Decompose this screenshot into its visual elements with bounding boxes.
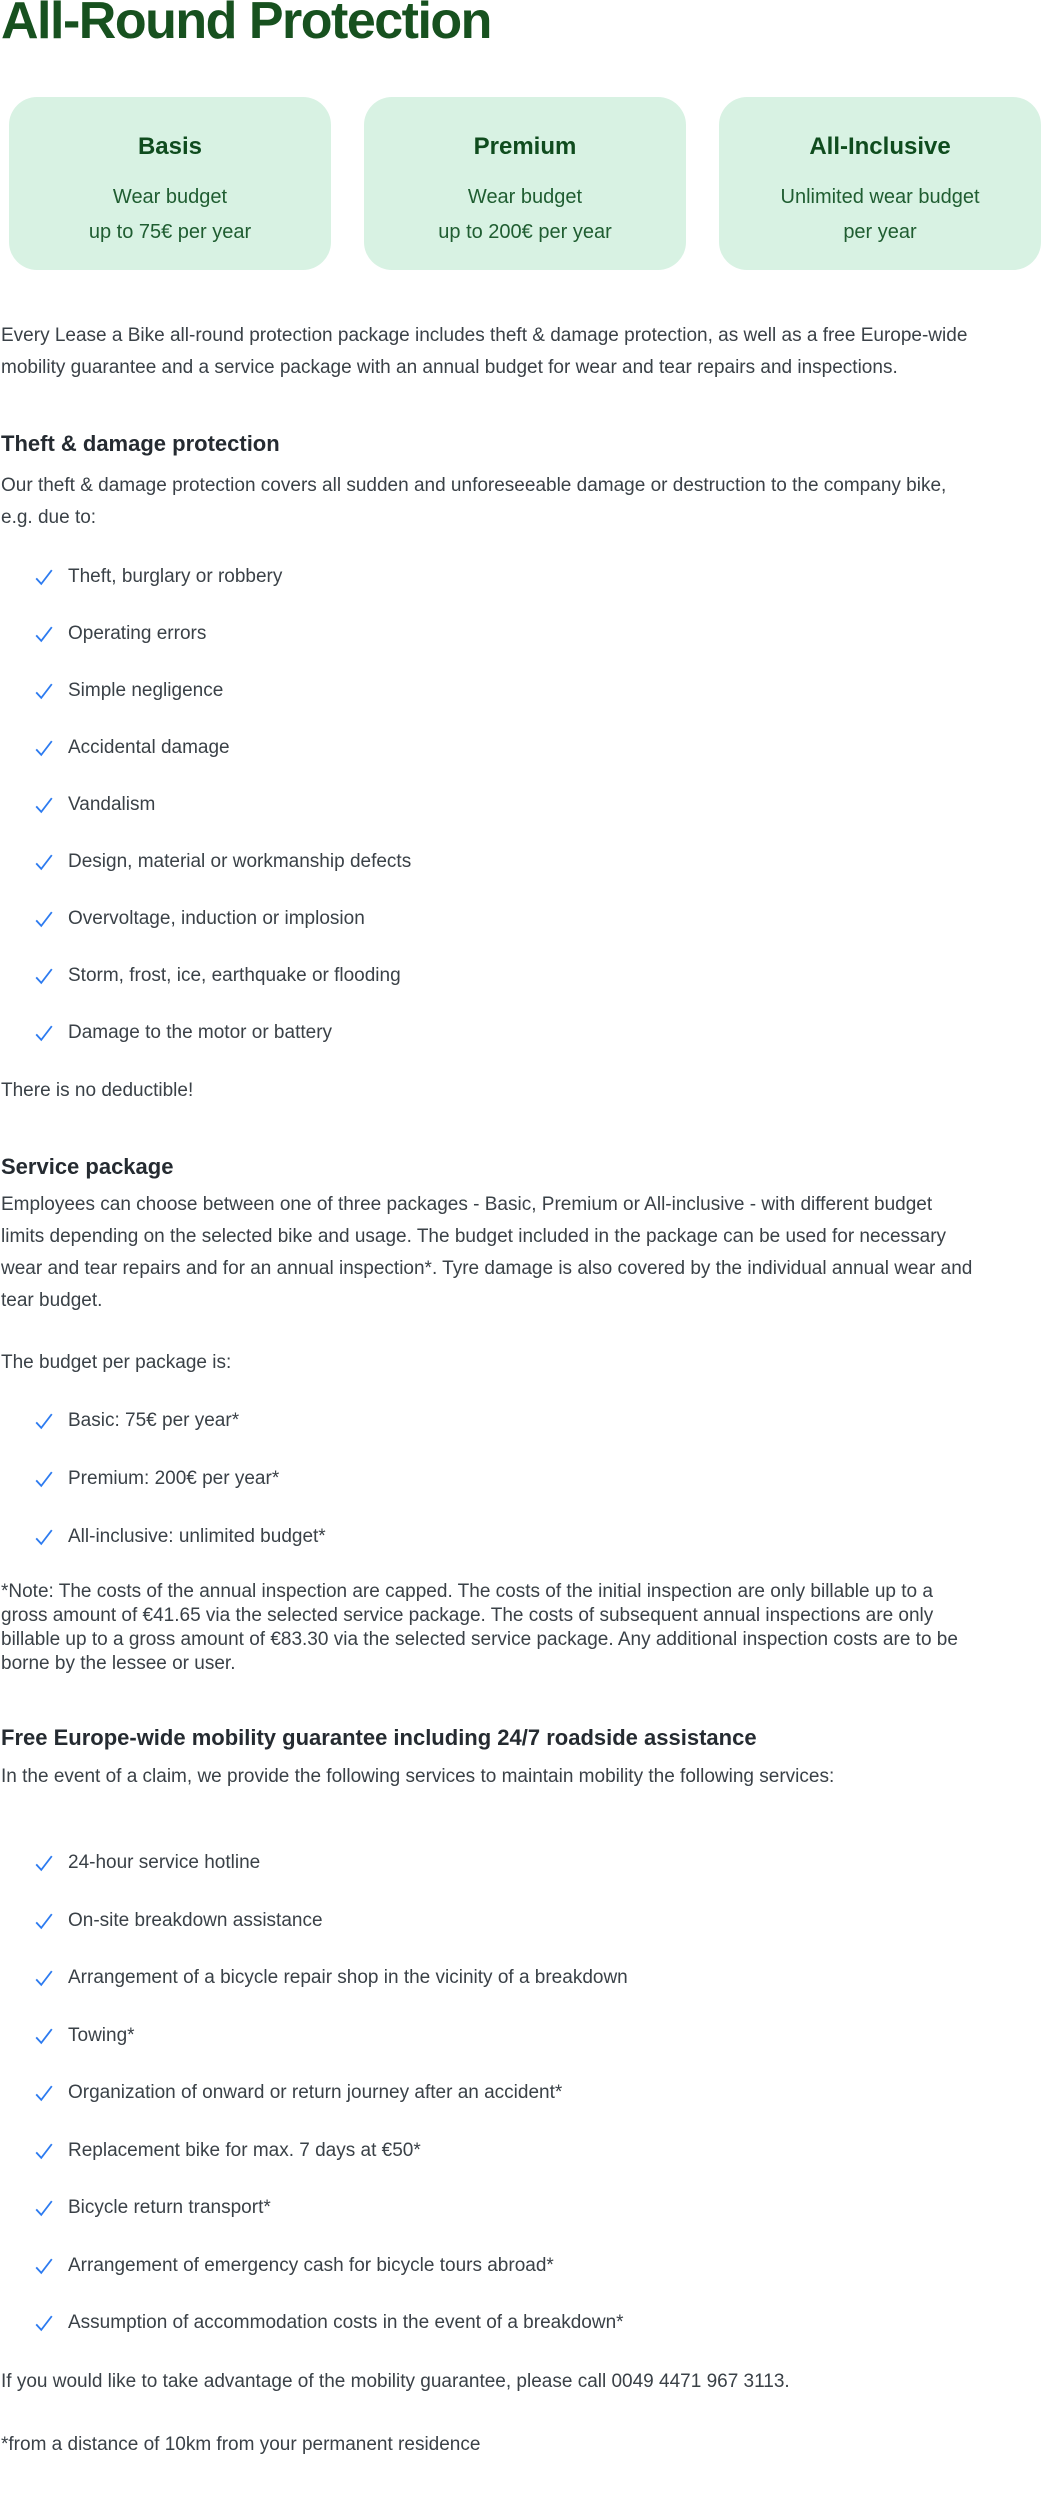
check-icon bbox=[33, 2312, 55, 2334]
theft-description bbox=[1, 470, 1050, 534]
check-icon bbox=[33, 1526, 55, 1548]
item-label: Simple negligence bbox=[68, 680, 224, 701]
item-label: Design, material or workmanship defects bbox=[68, 851, 412, 872]
item-label: Damage to the motor or battery bbox=[68, 1022, 333, 1043]
check-icon bbox=[33, 2255, 55, 2277]
check-list-item bbox=[1, 733, 1050, 763]
plan-card-subtitle-line: up to 75€ per year bbox=[88, 221, 252, 243]
budget-check-list bbox=[1, 1406, 1050, 1552]
plan-card-subtitle-line: Wear budget bbox=[467, 186, 583, 208]
service-section-heading: Service package bbox=[1, 1154, 174, 1179]
check-list-item bbox=[1, 1963, 1050, 1993]
plan-card-basis bbox=[9, 97, 331, 270]
paragraph-line: mobility guarantee and a service package with an annual budget for wear and tear repairs and inspections. bbox=[1, 357, 898, 378]
item-label: Vandalism bbox=[68, 794, 156, 815]
check-list-item bbox=[1, 1848, 1050, 1878]
theft-section-heading: Theft & damage protection bbox=[1, 431, 280, 456]
check-list-item bbox=[1, 904, 1050, 934]
check-icon bbox=[33, 2082, 55, 2104]
check-icon bbox=[33, 2025, 55, 2047]
plan-card-subtitle-line: Unlimited wear budget bbox=[780, 186, 980, 208]
paragraph-line: Every Lease a Bike all-round protection package includes theft & damage protection, as well as a free Europe-wide bbox=[1, 325, 968, 346]
theft-check-list bbox=[1, 562, 1050, 1048]
mobility-check-list bbox=[1, 1848, 1050, 2338]
paragraph-line: Our theft & damage protection covers all sudden and unforeseeable damage or destruction to the company bike, bbox=[1, 475, 947, 496]
paragraph-line: tear budget. bbox=[1, 1290, 103, 1311]
no-deductible-text: There is no deductible! bbox=[1, 1080, 194, 1101]
plan-card-title: All-Inclusive bbox=[809, 133, 951, 160]
intro-paragraph bbox=[1, 320, 1050, 384]
item-label: 24-hour service hotline bbox=[68, 1852, 261, 1873]
item-label: Arrangement of emergency cash for bicycle tours abroad* bbox=[68, 2254, 554, 2276]
item-label: Assumption of accommodation costs in the event of a breakdown* bbox=[68, 2312, 624, 2333]
check-icon bbox=[33, 908, 55, 930]
plan-cards-row bbox=[9, 97, 1041, 270]
plan-card-subtitle bbox=[364, 180, 686, 250]
check-list-item bbox=[1, 790, 1050, 820]
item-label: Operating errors bbox=[68, 623, 207, 644]
paragraph-line: borne by the lessee or user. bbox=[1, 1653, 236, 1674]
plan-card-subtitle-line: Wear budget bbox=[112, 186, 228, 208]
item-label: Towing* bbox=[68, 2024, 135, 2046]
check-icon bbox=[33, 1967, 55, 1989]
check-list-item bbox=[1, 1464, 1050, 1494]
check-icon bbox=[33, 680, 55, 702]
item-label: Basic: 75€ per year* bbox=[68, 1410, 240, 1431]
check-icon bbox=[33, 851, 55, 873]
check-icon bbox=[33, 566, 55, 588]
check-icon bbox=[33, 965, 55, 987]
item-label: Theft, burglary or robbery bbox=[68, 566, 283, 587]
paragraph-line: e.g. due to: bbox=[1, 507, 97, 528]
check-icon bbox=[33, 1910, 55, 1932]
plan-card-subtitle bbox=[719, 180, 1041, 250]
item-label: Storm, frost, ice, earthquake or flooding bbox=[68, 965, 401, 986]
check-list-item bbox=[1, 1406, 1050, 1436]
check-list-item bbox=[1, 1906, 1050, 1936]
plan-card-title: Basis bbox=[137, 133, 203, 160]
item-label: All-inclusive: unlimited budget* bbox=[68, 1526, 326, 1547]
plan-card-premium bbox=[364, 97, 686, 270]
plan-card-subtitle bbox=[9, 180, 331, 250]
check-list-item bbox=[1, 1018, 1050, 1048]
plan-card-subtitle-line: per year bbox=[843, 221, 917, 243]
check-icon bbox=[33, 1410, 55, 1432]
check-icon bbox=[33, 1468, 55, 1490]
check-icon bbox=[33, 794, 55, 816]
check-icon bbox=[33, 2197, 55, 2219]
check-list-item bbox=[1, 619, 1050, 649]
item-label: Arrangement of a bicycle repair shop in the vicinity of a breakdown bbox=[68, 1967, 628, 1988]
check-icon bbox=[33, 623, 55, 645]
item-label: On-site breakdown assistance bbox=[68, 1909, 323, 1931]
check-list-item bbox=[1, 2308, 1050, 2338]
paragraph-line: *Note: The costs of the annual inspection are capped. The costs of the initial inspection are only billable up to a bbox=[1, 1581, 933, 1602]
item-label: Organization of onward or return journey after an accident* bbox=[68, 2082, 563, 2103]
item-label: Accidental damage bbox=[68, 737, 230, 758]
check-list-item bbox=[1, 1522, 1050, 1552]
mobility-phone-text: If you would like to take advantage of the mobility guarantee, please call 0049 4471 967 3113. bbox=[1, 2370, 790, 2392]
paragraph-line: gross amount of €41.65 via the selected service package. The costs of subsequent annual inspections are only bbox=[1, 1605, 934, 1626]
check-icon bbox=[33, 2140, 55, 2162]
service-description bbox=[1, 1189, 1050, 1317]
page-title: All-Round Protection bbox=[1, 0, 491, 50]
check-list-item bbox=[1, 847, 1050, 877]
check-list-item bbox=[1, 2136, 1050, 2166]
plan-card-all-inclusive bbox=[719, 97, 1041, 270]
mobility-description: In the event of a claim, we provide the following services to maintain mobility the following services: bbox=[1, 1766, 835, 1787]
plan-card-title: Premium bbox=[473, 133, 577, 160]
item-label: Overvoltage, induction or implosion bbox=[68, 908, 365, 929]
check-list-item bbox=[1, 2078, 1050, 2108]
paragraph-line: billable up to a gross amount of €83.30 via the selected service package. Any additional inspection costs are to be bbox=[1, 1629, 958, 1650]
check-icon bbox=[33, 737, 55, 759]
plan-card-subtitle-line: up to 200€ per year bbox=[438, 221, 612, 243]
budget-intro-text: The budget per package is: bbox=[1, 1352, 232, 1373]
item-label: Replacement bike for max. 7 days at €50* bbox=[68, 2139, 421, 2161]
inspection-note bbox=[1, 1580, 1050, 1676]
check-list-item bbox=[1, 676, 1050, 706]
check-list-item bbox=[1, 2193, 1050, 2223]
check-list-item bbox=[1, 2251, 1050, 2281]
check-icon bbox=[33, 1022, 55, 1044]
paragraph-line: limits depending on the selected bike and usage. The budget included in the package can be used for necessary bbox=[1, 1226, 947, 1247]
mobility-section-heading: Free Europe-wide mobility guarantee including 24/7 roadside assistance bbox=[1, 1725, 757, 1750]
paragraph-line: wear and tear repairs and for an annual inspection*. Tyre damage is also covered by the individual annual wear and bbox=[1, 1258, 973, 1279]
check-list-item bbox=[1, 2021, 1050, 2051]
distance-footnote: *from a distance of 10km from your permanent residence bbox=[1, 2433, 481, 2455]
item-label: Premium: 200€ per year* bbox=[68, 1468, 280, 1489]
paragraph-line: Employees can choose between one of three packages - Basic, Premium or All-inclusive - with different budget bbox=[1, 1194, 933, 1215]
check-list-item bbox=[1, 961, 1050, 991]
item-label: Bicycle return transport* bbox=[68, 2197, 271, 2218]
check-list-item bbox=[1, 562, 1050, 592]
check-icon bbox=[33, 1852, 55, 1874]
